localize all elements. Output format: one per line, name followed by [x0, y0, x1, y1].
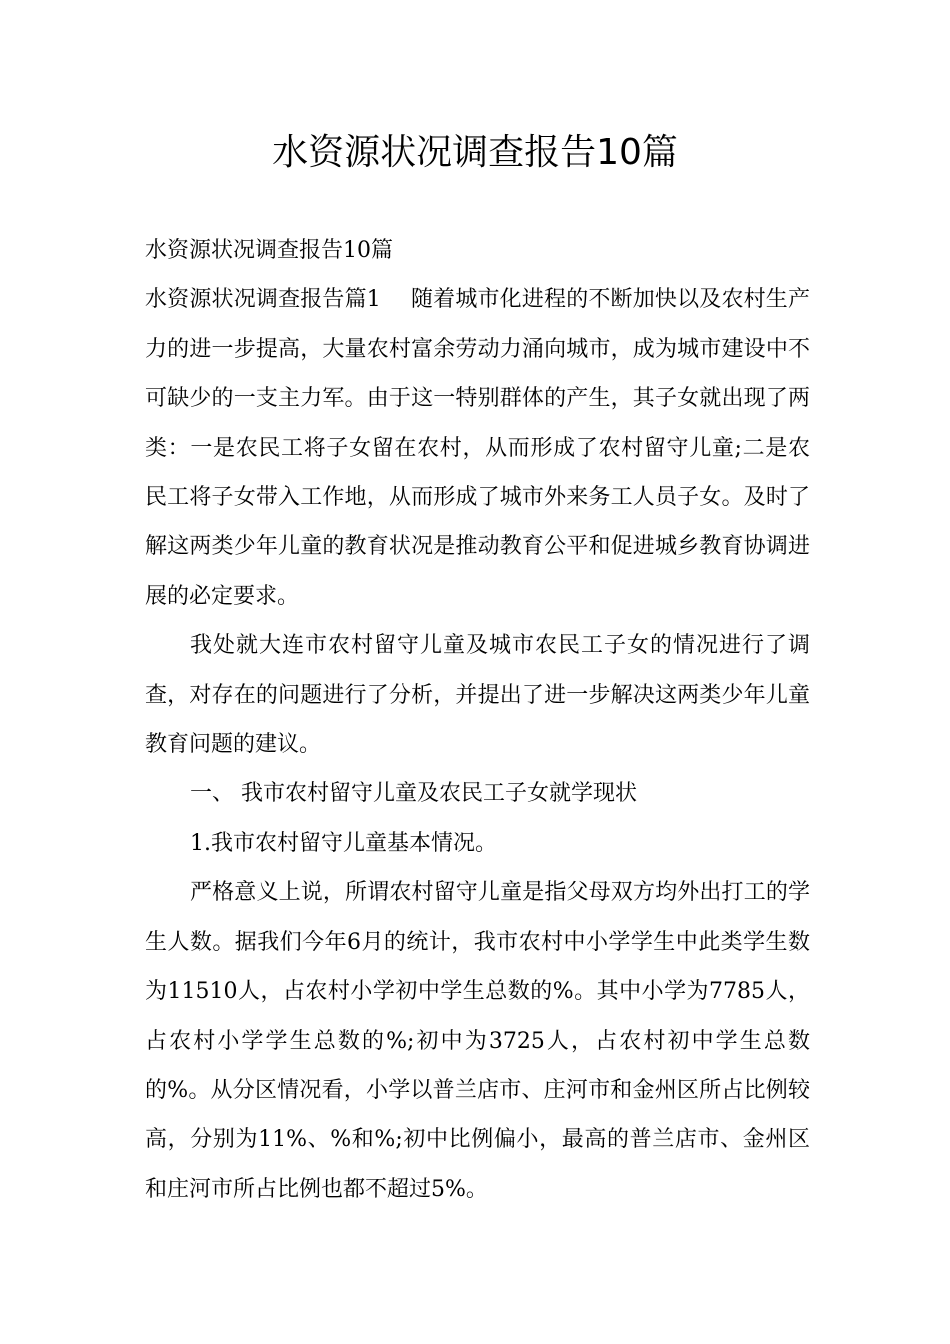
document-body	[145, 226, 810, 1214]
paragraph-statistics: 严格意义上说，所谓农村留守儿童是指父母双方均外出打工的学生人数。据我们今年6月的统计，我市农村中小学学生中此类学生数为11510人，占农村小学初中学生总数的%。其中小学为7785人，占农村小学学生总数的%;初中为3725人，占农村初中学生总数的%。从分区情况看，小学以普兰店市、庄河市和金州区所占比例较高，分别为11%、%和%;初中比例偏小，最高的普兰店市、金州区和庄河市所占比例也都不超过5%。	[145, 880, 810, 1202]
section-heading-1: 一、 我市农村留守儿童及农民工子女就学现状	[190, 781, 637, 807]
subsection-heading-1-1: 1.我市农村留守儿童基本情况。	[190, 830, 497, 856]
document-title: 水资源状况调查报告10篇	[272, 132, 678, 173]
document-subtitle: 水资源状况调查报告10篇	[145, 238, 393, 263]
paragraph-intro	[145, 275, 810, 621]
paragraph-intro-text: 随着城市化进程的不断加快以及农村生产力的进一步提高，大量农村富余劳动力涌向城市，成为城市建设中不可缺少的一支主力军。由于这一特别群体的产生，其子女就出现了两类：一是农民工将子女留在农村，从而形成了农村留守儿童;二是农民工将子女带入工作地，从而形成了城市外来务工人员子女。及时了解这两类少年儿童的教育状况是推动教育公平和促进城乡教育协调进展的必定要求。	[145, 287, 810, 609]
paragraph-survey: 我处就大连市农村留守儿童及城市农民工子女的情况进行了调查，对存在的问题进行了分析，并提出了进一步解决这两类少年儿童教育问题的建议。	[145, 633, 810, 758]
section-label: 水资源状况调查报告篇1	[145, 287, 381, 313]
